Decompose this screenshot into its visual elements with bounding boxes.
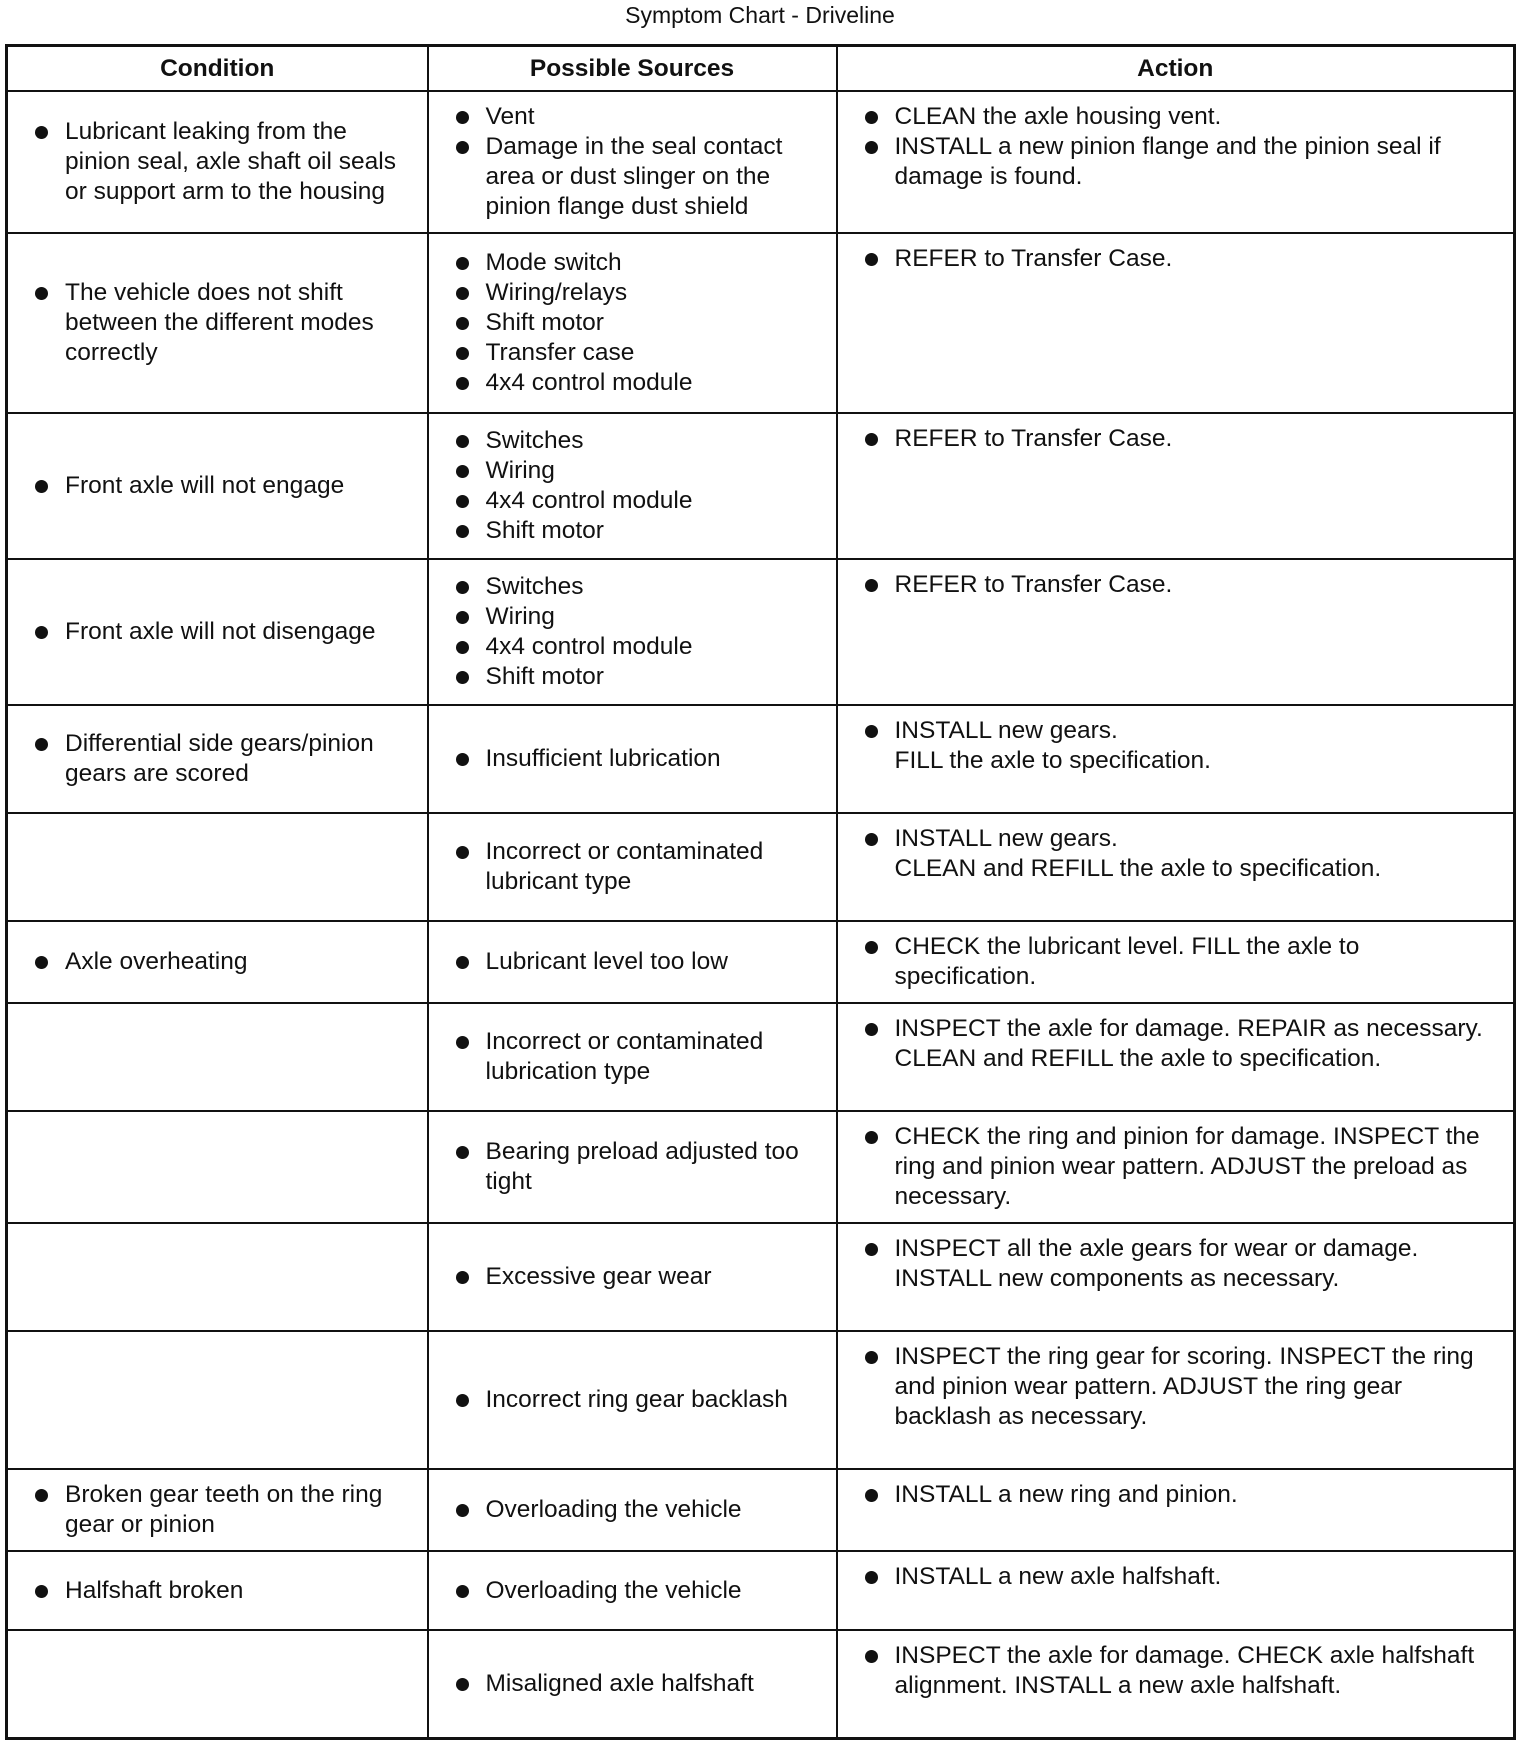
action-item-line: INSPECT all the axle gears for wear or damage. INSTALL new components as necessary.	[894, 1235, 1419, 1292]
action-item-line: INSTALL new gears.	[894, 717, 1118, 744]
condition-cell	[7, 1111, 428, 1223]
possible-sources-cell	[428, 1469, 837, 1551]
action-item	[862, 1122, 1502, 1212]
table-row	[7, 413, 1515, 559]
condition-item: Lubricant leaking from the pinion seal, axle shaft oil seals or support arm to the housing	[32, 117, 415, 207]
action-item	[862, 716, 1502, 776]
action-list	[862, 824, 1502, 884]
source-item: Shift motor	[453, 662, 824, 692]
condition-cell	[7, 559, 428, 705]
action-cell	[837, 413, 1515, 559]
source-item: 4x4 control module	[453, 368, 824, 398]
condition-cell	[7, 921, 428, 1003]
action-list	[862, 570, 1502, 600]
table-row	[7, 1331, 1515, 1469]
condition-list	[32, 617, 415, 647]
action-item	[862, 932, 1502, 992]
condition-item: Differential side gears/pinion gears are scored	[32, 729, 415, 789]
table-row	[7, 813, 1515, 921]
action-item	[862, 1234, 1502, 1294]
source-item: Switches	[453, 426, 824, 456]
action-cell	[837, 1331, 1515, 1469]
chart-body	[7, 91, 1515, 1738]
source-item: Incorrect or contaminated lubrication type	[453, 1027, 824, 1087]
possible-sources-cell	[428, 1223, 837, 1331]
table-row	[7, 921, 1515, 1003]
sources-list	[453, 1495, 824, 1525]
source-item: Excessive gear wear	[453, 1262, 824, 1292]
column-header-condition: Condition	[7, 46, 428, 92]
action-cell	[837, 813, 1515, 921]
condition-cell	[7, 705, 428, 813]
source-item: Transfer case	[453, 338, 824, 368]
sources-list	[453, 1262, 824, 1292]
condition-item: Broken gear teeth on the ring gear or pinion	[32, 1480, 415, 1540]
table-row	[7, 1111, 1515, 1223]
action-cell	[837, 1469, 1515, 1551]
action-item-line: INSTALL a new ring and pinion.	[894, 1481, 1238, 1508]
condition-cell	[7, 413, 428, 559]
source-item: 4x4 control module	[453, 632, 824, 662]
condition-list	[32, 1576, 415, 1606]
action-item	[862, 824, 1502, 884]
action-item-line: REFER to Transfer Case.	[894, 571, 1173, 598]
sources-list	[453, 837, 824, 897]
source-item: Misaligned axle halfshaft	[453, 1669, 824, 1699]
action-cell	[837, 705, 1515, 813]
action-item-line: INSPECT the axle for damage. REPAIR as necessary. CLEAN and REFILL the axle to specification.	[894, 1015, 1483, 1072]
condition-cell	[7, 1331, 428, 1469]
condition-item: Front axle will not engage	[32, 471, 415, 501]
condition-cell	[7, 1551, 428, 1630]
condition-cell	[7, 1003, 428, 1111]
condition-cell	[7, 1223, 428, 1331]
table-row	[7, 233, 1515, 413]
condition-item: Halfshaft broken	[32, 1576, 415, 1606]
source-item: Insufficient lubrication	[453, 744, 824, 774]
table-row	[7, 1630, 1515, 1738]
action-list	[862, 244, 1502, 274]
table-row	[7, 1223, 1515, 1331]
sources-list	[453, 1576, 824, 1606]
possible-sources-cell	[428, 813, 837, 921]
possible-sources-cell	[428, 559, 837, 705]
action-item	[862, 1342, 1502, 1432]
action-item	[862, 1014, 1502, 1074]
condition-cell	[7, 1469, 428, 1551]
action-list	[862, 1014, 1502, 1074]
action-cell	[837, 1223, 1515, 1331]
action-item	[862, 1480, 1502, 1510]
source-item: Wiring/relays	[453, 278, 824, 308]
action-cell	[837, 233, 1515, 413]
sources-list	[453, 947, 824, 977]
sources-list	[453, 248, 824, 398]
table-row	[7, 91, 1515, 233]
action-item-line: INSTALL a new pinion flange and the pinion seal if damage is found.	[894, 133, 1441, 190]
source-item: 4x4 control module	[453, 486, 824, 516]
action-item-line: REFER to Transfer Case.	[894, 245, 1173, 272]
possible-sources-cell	[428, 1331, 837, 1469]
source-item: Damage in the seal contact area or dust slinger on the pinion flange dust shield	[453, 132, 824, 222]
action-list	[862, 716, 1502, 776]
condition-item: Front axle will not disengage	[32, 617, 415, 647]
action-list	[862, 1641, 1502, 1701]
action-item	[862, 424, 1502, 454]
sources-list	[453, 744, 824, 774]
source-item: Overloading the vehicle	[453, 1576, 824, 1606]
source-item: Mode switch	[453, 248, 824, 278]
condition-item: The vehicle does not shift between the different modes correctly	[32, 278, 415, 368]
source-item: Incorrect ring gear backlash	[453, 1385, 824, 1415]
source-item: Incorrect or contaminated lubricant type	[453, 837, 824, 897]
possible-sources-cell	[428, 1630, 837, 1738]
action-cell	[837, 1551, 1515, 1630]
condition-item: Axle overheating	[32, 947, 415, 977]
possible-sources-cell	[428, 1111, 837, 1223]
possible-sources-cell	[428, 91, 837, 233]
possible-sources-cell	[428, 413, 837, 559]
action-item	[862, 102, 1502, 132]
sources-list	[453, 1669, 824, 1699]
action-item-line: CLEAN the axle housing vent.	[894, 103, 1222, 130]
sources-list	[453, 1385, 824, 1415]
source-item: Shift motor	[453, 308, 824, 338]
condition-list	[32, 278, 415, 368]
possible-sources-cell	[428, 1551, 837, 1630]
table-row	[7, 1469, 1515, 1551]
action-list	[862, 932, 1502, 992]
source-item: Bearing preload adjusted too tight	[453, 1137, 824, 1197]
source-item: Overloading the vehicle	[453, 1495, 824, 1525]
column-header-action: Action	[837, 46, 1515, 92]
action-list	[862, 1234, 1502, 1294]
condition-list	[32, 1480, 415, 1540]
sources-list	[453, 572, 824, 692]
sources-list	[453, 1027, 824, 1087]
action-cell	[837, 1111, 1515, 1223]
condition-cell	[7, 1630, 428, 1738]
condition-list	[32, 947, 415, 977]
source-item: Wiring	[453, 456, 824, 486]
action-item-line: CHECK the lubricant level. FILL the axle to specification.	[894, 933, 1360, 990]
table-row	[7, 1003, 1515, 1111]
action-item-line: INSPECT the axle for damage. CHECK axle halfshaft alignment. INSTALL a new axle halfshaft.	[894, 1642, 1475, 1699]
source-item: Wiring	[453, 602, 824, 632]
possible-sources-cell	[428, 921, 837, 1003]
symptom-chart-table	[5, 44, 1516, 1740]
table-row	[7, 1551, 1515, 1630]
action-list	[862, 102, 1502, 192]
action-cell	[837, 921, 1515, 1003]
table-row	[7, 559, 1515, 705]
page-title: Symptom Chart - Driveline	[625, 2, 895, 28]
action-list	[862, 1562, 1502, 1592]
condition-list	[32, 729, 415, 789]
action-item-line: CHECK the ring and pinion for damage. INSPECT the ring and pinion wear pattern. ADJUST the preload as necessary.	[894, 1123, 1480, 1210]
possible-sources-cell	[428, 233, 837, 413]
source-item: Lubricant level too low	[453, 947, 824, 977]
action-item	[862, 132, 1502, 192]
condition-cell	[7, 233, 428, 413]
action-item-line: INSTALL a new axle halfshaft.	[894, 1563, 1222, 1590]
source-item: Shift motor	[453, 516, 824, 546]
action-cell	[837, 1003, 1515, 1111]
action-item-line: FILL the axle to specification.	[894, 747, 1211, 774]
action-list	[862, 424, 1502, 454]
action-cell	[837, 1630, 1515, 1738]
action-item-line: INSTALL new gears.	[894, 825, 1118, 852]
header-row	[7, 46, 1515, 92]
sources-list	[453, 1137, 824, 1197]
action-item	[862, 570, 1502, 600]
action-list	[862, 1342, 1502, 1432]
table-row	[7, 705, 1515, 813]
column-header-possible-sources: Possible Sources	[428, 46, 837, 92]
source-item: Switches	[453, 572, 824, 602]
condition-list	[32, 117, 415, 207]
sources-list	[453, 102, 824, 222]
action-item	[862, 244, 1502, 274]
action-cell	[837, 559, 1515, 705]
action-cell	[837, 91, 1515, 233]
action-item	[862, 1562, 1502, 1592]
action-item-line: INSPECT the ring gear for scoring. INSPECT the ring and pinion wear pattern. ADJUST the ring gear backlash as necessary.	[894, 1343, 1474, 1430]
condition-cell	[7, 813, 428, 921]
possible-sources-cell	[428, 1003, 837, 1111]
action-item	[862, 1641, 1502, 1701]
action-item-line: REFER to Transfer Case.	[894, 425, 1173, 452]
action-list	[862, 1480, 1502, 1510]
condition-cell	[7, 91, 428, 233]
action-list	[862, 1122, 1502, 1212]
sources-list	[453, 426, 824, 546]
action-item-line: CLEAN and REFILL the axle to specification.	[894, 855, 1382, 882]
condition-list	[32, 471, 415, 501]
possible-sources-cell	[428, 705, 837, 813]
source-item: Vent	[453, 102, 824, 132]
